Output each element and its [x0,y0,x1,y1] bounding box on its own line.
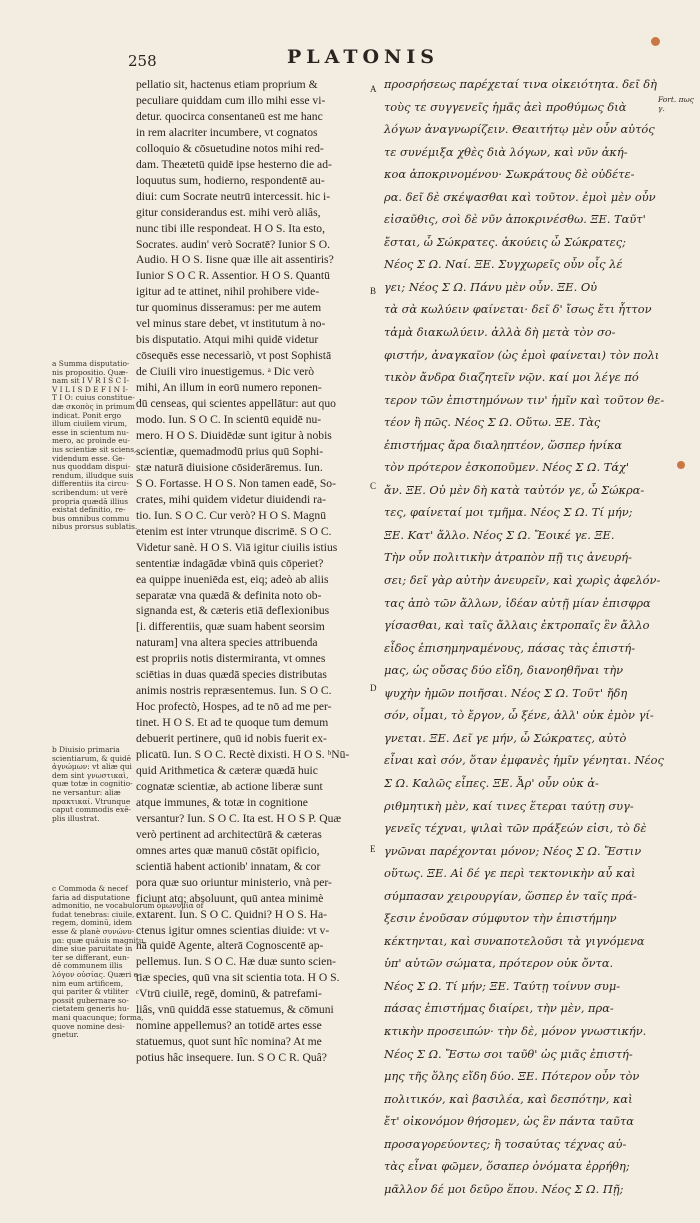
latin-line: tinet. H O S. Et ad te quoque tum demum [136,716,329,730]
side-note-line: possit gubernare so- [52,995,129,1005]
latin-line: mihi, An illum in eorū numero reponen- [136,381,322,395]
side-note-line: quove nomine desi- [52,1021,125,1031]
latin-line: pellemus. Iun. S O C. Hæ duæ sunto scien- [136,955,336,969]
side-note-line: μα: quæ quāuis magnitu [52,935,144,945]
latin-column [136,77,368,1066]
latin-line: etenim est inter vtrunque discrimē. S O C. [136,524,332,538]
greek-line: εἰσαῦθις, σοὶ δὲ νῦν ἀποκρινέσθω. ΞΕ. Ταῦτ' [384,212,646,227]
greek-line: ἐπιστήμας ἄρα διαληπτέον, ὥσπερ ἡνίκα [384,437,623,452]
greek-line: ὑπ' αὐτῶν σώματα, πρότερον οὐκ ὄντα. [384,956,614,971]
side-note-line: illum ciuilem virum, [52,419,128,429]
side-note-line: scientiarum, & quidē [52,753,132,763]
latin-line: Videtur sanè. H O S. Viā igitur ciuilis istius [136,540,338,554]
greek-line: προσαγορεύοντες; ἢ τοσαύτας τέχνας αὐ- [384,1136,627,1151]
side-note-a [52,359,138,532]
latin-line: potius hâc insequere. Iun. S O C R. Quâ? [136,1051,327,1065]
side-note-line: dæ σκοπὸς in primum [52,401,135,411]
latin-line: est propriis notis distermiranta, vt omnes [136,652,326,666]
greek-line: γενεῖς τέχναι, ψιλαὶ τῶν πράξεών εἰσι, τὸ δὲ [384,821,647,836]
greek-line: τὰ σὰ κωλύειν φαίνεται· δεῖ δ' ἴσως ἔτι ἧττον [384,302,652,317]
greek-line: γνεται. ΞΕ. Δεῖ γε μήν, ὦ Σώκρατες, αὐτὸ [384,730,627,745]
side-note-line: nis propositio. Quæ- [52,367,128,377]
side-note-c [52,884,204,1040]
side-note-line: caput commodis exē- [52,805,132,815]
greek-line: πολιτικόν, καὶ βασιλέα, καὶ δεσπότην, καὶ [384,1091,633,1106]
latin-line: Hoc profectò, Hospes, ad te nō ad me per- [136,700,332,714]
latin-line: Audio. H O S. Iisne quæ ille ait assentiris? [136,253,334,267]
latin-line: atque immunes, & totæ in cognitione [136,795,308,809]
greek-line: σει; δεῖ γὰρ αὐτὴν ἀνευρεῖν, καὶ χωρὶς ἀφελόν- [384,573,661,588]
latin-line: [i. differentiis, quæ suam habent seorsim [136,620,325,634]
latin-line: pellatio sit, hactenus etiam proprium & [136,78,318,91]
latin-line: Socrates. audin' verò Socratē? Iunior S O. [136,237,330,251]
side-note-line: esse & planè συνώνυ- [52,926,135,936]
latin-line: nomine appellemus? an totidē artes esse [136,1019,322,1033]
latin-line: dū censeas, qui scientes appellātur: aut quo [136,397,336,411]
latin-line: tiæ species, quū vna sit scientia tota. H O S. [136,971,340,985]
side-note-line: V I L I S D E F I N I- [52,384,128,394]
latin-line: versantur? Iun. S O C. Ita est. H O S P. Quæ [136,811,342,825]
side-note-line: ter se differant, eun- [52,952,130,962]
greek-line: εἶδος ἐπισημηναμένους, πάσας τὰς ἐπιστή- [384,640,636,655]
latin-line: stæ naturā diuisione cōsiderāremus. Iun. [136,460,323,474]
latin-line: cōsequēs esse necessariò, vt post Sophistā [136,349,332,363]
latin-line: Iunior S O C R. Assentior. H O S. Quantū [136,269,330,283]
greek-line: κοα ἀποκρινομένου· Σωκράτους δὲ οὐδέτε- [384,167,635,182]
latin-line: sententiæ indagādæ vbinā quis cōperiet? [136,556,324,570]
side-note-line: regem, dominū, idem [52,918,132,928]
side-note-line: T I O: cuius constitue- [52,393,135,403]
greek-line: ἄν. ΞΕ. Οὐ μὲν δὴ κατὰ ταὐτόν γε, ὦ Σώκρα- [384,482,645,497]
greek-line: τὰς εἶναι φῶμεν, ὅσαπερ ὀνόματα ἐρρήθη; [384,1159,630,1174]
latin-line: colloquio & cōsuetudine notos mihi red- [136,141,324,155]
latin-line: separatæ vna quædā & definita noto ob- [136,588,322,602]
side-note-line: scribendum: ut verè [52,487,128,497]
latin-line: bis disputatio. Atqui mihi quidē videtur [136,333,319,347]
latin-line: diui: cum Socrate neutrū intercessit. hic i- [136,189,331,203]
greek-line: ἔσται, ὦ Σώκρατες. ἀκούεις ὦ Σώκρατες; [384,234,626,249]
latin-line: peculiare quiddam cum illo mihi esse vi- [136,93,326,107]
latin-line: debuerit pertinere, quū id nobis fuerit ex- [136,732,327,746]
side-note-line: mero, ac proinde eu- [52,436,130,446]
greek-line: Νέος Σ Ω. Ναί. ΞΕ. Συγχωρεῖς οὖν οἷς λέ [384,257,623,272]
greek-line: τοὺς τε συγγενεῖς ἡμᾶς ἀεὶ προθύμως διὰ [384,99,627,114]
greek-line: Τὴν οὖν πολιτικὴν ἀτραπὸν πῇ τις ἀνευρή- [384,550,632,565]
side-note-line: fudat tenebras: ciuile, [52,909,135,919]
side-note-line: ius scientiæ sit sciens, [52,444,137,454]
greek-line: φιστήν, ἀναγκαῖον (ὡς ἐμοὶ φαίνεται) τὸν πολι [384,347,660,362]
side-note-line: rendum, illudque suis [52,470,134,480]
greek-line: κέκτηνται, καὶ συναποτελοῦσι τὰ γιγνόμενα [384,933,645,948]
latin-line: verò pertinent ad architectūrā & cæteras [136,827,322,841]
greek-line: προσρήσεως παρέχεταί τινα οἰκειότητα. δεῖ δὴ [384,77,657,91]
side-note-line: mani quacunque; forma, [52,1012,144,1022]
greek-column [384,73,665,1200]
latin-line: plicatū. Iun. S O C. Rectè dixisti. H O S. ᵇNū- [136,748,350,762]
section-letter-c: C [370,481,377,491]
greek-line: σύμπασαν χειρουργίαν, ὥσπερ ἐν ταῖς πρά- [384,888,637,903]
side-note-line: quæ totæ in cognitio- [52,779,133,789]
greek-line: μης τῆς ὅλης εἴδη δύο. ΞΕ. Πότερον οὖν τὸν [384,1069,640,1084]
side-note-line: nam sit I V R I S C I- [52,376,129,386]
greek-line: σόν, οἶμαι, τὸ ἔργον, ὦ ξένε, ἀλλ' οὐκ ἐμὸν γί- [384,708,654,723]
greek-line: εἶναι καὶ σόν, ὅταν ἐμφανὲς ἡμῖν γένηται. Νέος [384,753,664,768]
greek-line: γίσασθαι, καὶ ταῖς ἄλλαις ἐκτροπαῖς ἓν ἄλλο [384,618,650,633]
latin-line: scientiā habent actionib' innatam, & cor [136,859,321,873]
side-note-line: videndum esse. Ge- [52,453,126,463]
section-letter-b: B [370,286,377,296]
side-note-line: admonitio, ne vocabulorum ὁμωνυμία of [52,901,204,911]
greek-line: λόγων ἀναγνωρίζειν. Θεαιτήτῳ μὲν οὖν αὐτός [384,122,655,137]
latin-line: pora quæ suo oriuntur ministerio, vnà per- [136,875,332,889]
greek-line: μᾶλλον δέ μοι δεῦρο ἕπου. Νέος Σ Ω. Πῇ; [384,1181,624,1196]
side-note-line: cietatem generis hu- [52,1004,130,1014]
greek-line: τε συνέμιξα χθὲς διὰ λόγων, καὶ νῦν ἀκή- [384,144,628,159]
side-note-line: indicat. Ponit ergo [52,410,122,420]
side-note-line: dē communem illis [52,961,123,971]
side-note-line: bus omnibus commu [52,513,130,523]
greek-line: ρα. δεῖ δὲ σκέψασθαι καὶ τοῦτον. ἐμοὶ μὲν οὖν [384,189,656,204]
side-note-line: esse in scientum nu- [52,427,129,437]
latin-line: liâs, vnū quiddā esse statuemus, & cōmuni [136,1003,334,1017]
side-note-line: ne versantur: aliæ [52,787,121,797]
latin-line: naturam] vna altera species attribuenda [136,636,318,650]
side-note-line: differentiis ita circu- [52,479,129,489]
greek-line: τας ἀπὸ τῶν ἄλλων, ἰδέαν αὐτῇ μίαν ἐπισφρα [384,595,651,610]
side-note-line: dine siue paruitate in [52,944,133,954]
greek-line: ἔτ' οἰκονόμον θήσομεν, ὡς ἓν πάντα ταῦτα [384,1114,634,1129]
latin-line: cognatæ scientiæ, ab actione liberæ sunt [136,779,323,793]
greek-line: ξεσιν ἐνοῦσαν σύμφυτον τὴν ἐπιστήμην [384,911,617,926]
latin-line: gitur considerandus est. mihi verò aliâs, [136,205,321,219]
greek-line: τἀμὰ διακωλύειν. ἀλλὰ δὴ μετὰ τὸν σο- [384,325,616,340]
side-note-line: plis illustrat. [52,813,100,823]
greek-line: Νέος Σ Ω. Ἔστω σοι ταῦθ' ὡς μιᾶς ἐπιστή- [384,1046,633,1061]
greek-line: τὸν πρότερον ἐσκοποῦμεν. Νέος Σ Ω. Τάχ' [384,460,630,475]
latin-line: scientiæ, quemadmodū prius quū Sophi- [136,444,324,458]
side-note-line: a Summa disputatio- [52,359,130,368]
section-letter-d: D [370,683,377,693]
side-note-line: b Diuisio primaria [52,745,120,754]
greek-line: γει; Νέος Σ Ω. Πάνυ μὲν οὖν. ΞΕ. Οὐ [384,279,598,294]
side-note-line: faria ad disputatione [52,892,130,902]
greek-line: ΞΕ. Κατ' ἄλλο. Νέος Σ Ω. Ἔοικέ γε. ΞΕ. [384,527,615,542]
latin-line: igitur ad te attinet, nihil prohibere vide- [136,285,320,299]
side-note-line: propria quædā illius [52,496,129,506]
latin-line: nā quidē Agente, alterā Cognoscentē ap- [136,939,324,953]
latin-line: detur. quocirca consentaneū est me hanc [136,109,323,123]
ink-spot [677,461,685,469]
side-note-line: gnetur. [52,1030,79,1040]
latin-line: crates, mihi quidem videtur diuidendi ra- [136,492,326,506]
greek-line: κτικὴν προσειπών· τὴν δὲ, μόνον γνωστικήν. [384,1023,647,1038]
latin-line: de Ciuili viro inuestigemus. ᵃ Dic verò [136,365,315,379]
greek-line: τες, φαίνεταί μοι τμῆμα. Νέος Σ Ω. Τί μήν; [384,505,633,520]
latin-line: animis nostris repræsentemus. Iun. S O C. [136,684,332,698]
side-note-line: nibus prorsus sublatis. [52,522,138,532]
latin-line: mero. H O S. Diuidēdæ sunt igitur à nobis [136,428,332,442]
greek-line: ψυχὴν ἡμῶν ποιῆσαι. Νέος Σ Ω. Τοῦτ' ἤδη [384,685,628,700]
latin-line: dam. Theætetū quidē ipse hesterno die ad- [136,157,332,171]
side-note-line: qui pariter & vtiliter [52,987,129,997]
latin-line: ctenus igitur omnes scientias diuide: vt v- [136,923,330,937]
section-letter-e: E [370,844,376,854]
side-note-line: dem sint γνωστικαὶ, [52,770,129,780]
greek-line: τερον τῶν ἐπιστημόνων τιν' ἡμῖν καὶ τοῦτον θε- [384,392,665,407]
side-note-line: nus quoddam dispui- [52,462,131,472]
latin-line: quid Arithmetica & cæteræ quædā huic [136,763,318,777]
side-note-b [52,746,132,823]
greek-line: τέον ἢ πῶς. Νέος Σ Ω. Οὕτω. ΞΕ. Τὰς [384,415,601,430]
greek-line: τικὸν ἄνδρα διαζητεῖν νῷν. καί μοι λέγε πό [384,370,639,385]
side-note-line: πρακτικαί. Vtrunque [52,796,131,806]
greek-line: οὕτως. ΞΕ. Αἱ δέ γε περὶ τεκτονικὴν αὖ καὶ [384,866,636,881]
latin-line: nunc tibi ille respondeat. H O S. Ita esto, [136,221,326,235]
latin-line: vel minus stare debet, vt institutum à no- [136,317,326,331]
greek-line: Σ Ω. Καλῶς εἶπες. ΞΕ. Ἆρ' οὖν οὐκ ἀ- [384,775,599,790]
latin-line: modo. Iun. S O C. In scientū equidē nu- [136,413,322,427]
running-head: PLATONIS [287,46,440,68]
greek-line: ριθμητικὴ μὲν, καί τινες ἕτεραι ταύτῃ συγ- [384,798,634,813]
page-number: 258 [128,52,157,70]
side-note-line: ἀγνώμων: vt aliæ qui [52,762,132,772]
side-note-line: nim eum artificem, [52,978,124,988]
latin-line: in rem alacriter incumbere, vt cognatos [136,125,318,139]
latin-line: loquutus sum, hodierno, respondentē au- [136,173,325,187]
latin-line: sciētias in duas quædā species distributas [136,668,327,682]
side-note-line: existat definitio, re- [52,505,126,515]
latin-line: omnes artes quæ manuū cōstāt opificio, [136,843,320,857]
greek-line: μας, ὡς οὔσας δύο εἴδη, διανοηθῆναι τὴν [384,663,624,678]
latin-line: extarent. Iun. S O C. Quidni? H O S. Ha- [136,907,327,921]
latin-line: ᶜVtrū ciuilē, regē, dominū, & patrefami- [136,987,322,1001]
latin-line: S O. Fortasse. H O S. Non tamen eadē, So- [136,476,336,490]
ink-spot [651,37,660,46]
latin-line: ficiunt atq; absoluunt, quū antea minimè [136,891,324,905]
right-margin-note: Fort. πως γ. [658,95,694,113]
latin-line: tur quominus disseramus: per me autem [136,301,322,315]
section-letter-a: A [370,84,377,94]
greek-line: γνῶναι παρέχονται μόνον; Νέος Σ Ω. Ἔστιν [384,843,642,858]
latin-line: ea quippe inueniēda est, eiq; adeò ab aliis [136,572,329,586]
latin-line: statuemus, quot sunt hîc nomina? At me [136,1035,322,1049]
latin-line: tio. Iun. S O C. Cur verò? H O S. Magnū [136,508,327,522]
greek-line: πάσας ἐπιστήμας διαίρει, τὴν μὲν, πρα- [384,1001,614,1016]
side-note-line: c Commoda & necef [52,884,128,893]
side-note-line: λόγον οὐσίας. Quæri e- [52,969,141,979]
greek-line: Νέος Σ Ω. Τί μήν; ΞΕ. Ταύτῃ τοίνυν συμ- [384,978,621,993]
latin-line: signanda est, & cæteris etiā deflexionibus [136,604,330,618]
